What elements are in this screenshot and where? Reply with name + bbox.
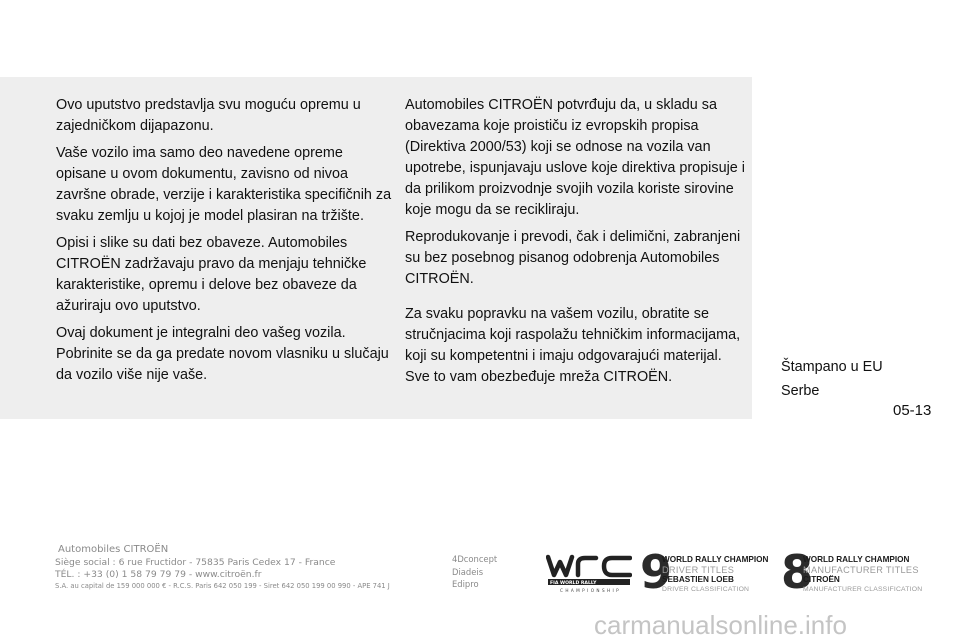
left-column: [56, 95, 396, 392]
wrc-logo-graphic: [546, 553, 632, 595]
driver-title-count: 9: [640, 545, 673, 599]
left-paragraph-4: Ovaj dokument je integralni deo vašeg vozila. Pobrinite se da ga predate novom vlasniku u slučaju da vozilo više nije vaše.: [56, 325, 389, 383]
driver-badge-classification: DRIVER CLASSIFICATION: [662, 586, 750, 593]
publisher-legal: S.A. au capital de 159 000 000 € - R.C.S. Paris 642 050 199 - Siret 642 050 199 00 990 - APE 741 J: [55, 582, 390, 590]
manufacturer-champion-badge: [781, 545, 931, 599]
driver-badge-name: SEBASTIEN LOEB: [662, 575, 734, 584]
publisher-brand: Automobiles CITROËN: [58, 544, 169, 555]
driver-badge-subtitle: DRIVER TITLES: [662, 565, 735, 575]
credit-item: 4Dconcept: [452, 554, 498, 564]
manufacturer-badge-subtitle: MANUFACTURER TITLES: [803, 565, 919, 575]
manufacturer-badge-classification: MANUFACTURER CLASSIFICATION: [803, 586, 923, 593]
driver-champion-badge: [640, 545, 780, 599]
publisher-info: [55, 543, 390, 591]
right-column: [405, 95, 745, 394]
right-paragraph-2: Reprodukovanje i prevodi, čak i delimični, zabranjeni su bez posebnog pisanog odobrenja Automobiles CITROËN.: [405, 229, 741, 287]
right-paragraph-3: Za svaku popravku na vašem vozilu, obratite se stručnjacima koji raspolažu tehničkim informacijama, koji su kompetentni i imaju odgovarajući materijal. Sve to vam obezbeđuje mreža CITROËN.: [405, 306, 741, 385]
wrc-tagline: FIA WORLD RALLY: [550, 581, 597, 586]
print-meta: [781, 355, 883, 403]
manufacturer-badge-title: WORLD RALLY CHAMPION: [803, 555, 910, 564]
manufacturer-badge-name: CITROËN: [803, 575, 840, 584]
left-paragraph-3: Opisi i slike su dati bez obaveze. Automobiles CITROËN zadržavaju pravo da menjaju tehničke karakteristike, opremu i delove bez obaveze da ažuriraju ovo uputstvo.: [56, 235, 367, 314]
document-code: 05-13: [893, 402, 932, 419]
manufacturer-title-count: 8: [781, 545, 814, 599]
left-paragraph-1: Ovo uputstvo predstavlja svu moguću opremu u zajedničkom dijapazonu.: [56, 97, 361, 134]
publisher-address: Siège social : 6 rue Fructidor - 75835 Paris Cedex 17 - France: [55, 557, 336, 568]
credit-item: Diadeis: [452, 566, 484, 577]
site-watermark: carmanualsonline.info: [594, 610, 847, 640]
printed-in: Štampano u EU: [781, 359, 883, 375]
right-paragraph-1: Automobiles CITROËN potvrđuju da, u skladu sa obavezama koje proističu iz evropskih propisa (Direktiva 2000/53) koji se odnose na vozila van upotrebe, ispunjavaju uslove koje direktiva propisuje i da prilikom proizvodnje svojih vozila koriste sirovine koje mogu da se recikliraju.: [405, 97, 745, 218]
driver-badge-title: WORLD RALLY CHAMPION: [662, 555, 769, 564]
left-paragraph-2: Vaše vozilo ima samo deo navedene opreme opisane u ovom dokumentu, zavisno od nivoa završne obrade, verzije i karakteristika specifičnih za svaku zemlju u kojoj je model plasiran na tržište.: [56, 145, 392, 224]
publisher-phone: TÉL. : +33 (0) 1 58 79 79 79 - www.citroën.fr: [55, 569, 262, 580]
wrc-subtitle: CHAMPIONSHIP: [560, 588, 622, 593]
credit-item: Edipro: [452, 579, 479, 589]
language-label: Serbe: [781, 383, 820, 399]
credits: [452, 553, 497, 591]
wrc-logo: [546, 553, 632, 595]
